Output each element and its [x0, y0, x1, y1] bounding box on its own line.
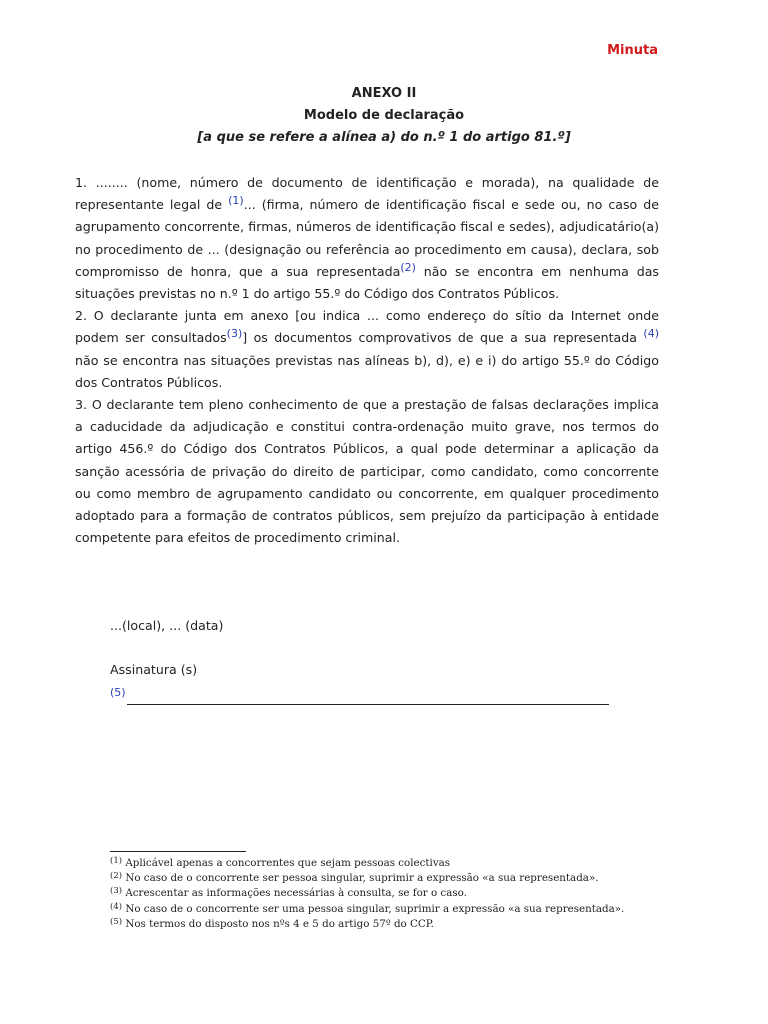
clause-1 [75, 172, 659, 305]
clause-1-text-c: não se encontra em nenhuma das situações previstas no n.º 1 do artigo 55.º do Código dos Contratos Públicos. [75, 263, 659, 302]
clause-3: 3. O declarante tem pleno conhecimento de que a prestação de falsas declarações implica a caducidade da adjudicação e constitui contra-ordenação muito grave, nos termos do artigo 456.º do Código dos Contratos Públicos, a qual pode determinar a aplicação da sanção acessória de privação do direito de participar, como candidato, como concorrente ou como membro de agrupamento candidato ou concorrente, em qualquer procedimento adoptado para a formação de contratos públicos, sem prejuízo da participação à entidade competente para efeitos de procedimento criminal. [75, 397, 659, 546]
footnote-3 [110, 886, 670, 901]
footnote-text: No caso de o concorrente ser uma pessoa singular, suprimir a expressão «a sua representada». [122, 902, 625, 915]
footnote-1 [110, 856, 670, 871]
annex-heading: ANEXO II [351, 86, 417, 101]
footnotes [110, 856, 670, 932]
footnote-text: No caso de o concorrente ser pessoa singular, suprimir a expressão «a sua representada». [122, 872, 599, 885]
footnote-number: (2) [110, 871, 123, 882]
legal-reference: [a que se refere a alínea a) do n.º 1 do artigo 81.º] [197, 130, 571, 145]
signature-line [127, 704, 609, 705]
signature-label: Assinatura (s) [110, 662, 198, 677]
draft-label: Minuta [607, 43, 658, 58]
clause-1-text-a: 1. ........ (nome, número de documento de identificação e morada), na qualidade de representante legal de [75, 175, 659, 213]
document-title: Modelo de declaração [303, 108, 465, 123]
footnote-2 [110, 871, 670, 886]
footnote-text: Nos termos do disposto nos nºs 4 e 5 do artigo 57º do CCP. [122, 917, 434, 930]
footnote-number: (5) [110, 916, 123, 927]
clause-1-text-b: ... (firma, número de identificação fiscal e sede ou, no caso de agrupamento concorrente, firmas, números de identificação fiscal e sedes), adjudicatário(a) no procedimento de ... (designação ou referência ao procedimento em causa), declara, sob compromisso de honra, que a sua representada [75, 197, 659, 279]
place-date-line: ...(local), ... (data) [110, 618, 224, 633]
footnote-text: Acrescentar as informações necessárias à consulta, se for o caso. [122, 887, 467, 900]
note-ref-1: (1) [228, 194, 244, 208]
note-ref-5: (5) [110, 686, 126, 699]
declaration-body [75, 172, 659, 549]
footnote-number: (4) [110, 901, 123, 912]
clause-2 [75, 305, 659, 394]
footnote-text: Aplicável apenas a concorrentes que sejam pessoas colectivas [122, 857, 451, 869]
clause-2-text-a: 2. O declarante junta em anexo [ou indica ... como endereço do sítio da Internet onde podem ser consultados [75, 308, 659, 346]
footnote-number: (3) [110, 886, 123, 897]
clause-2-text-c: não se encontra nas situações previstas nas alíneas b), d), e) e i) do artigo 55.º do Código dos Contratos Públicos. [75, 352, 659, 390]
note-ref-3: (3) [226, 327, 243, 341]
clause-2-text-b: ] os documentos comprovativos de que a sua representada [242, 330, 644, 346]
note-ref-2: (2) [400, 260, 416, 274]
footnote-number: (1) [110, 856, 123, 866]
note-ref-4: (4) [643, 327, 660, 341]
footnote-4 [110, 902, 670, 917]
footnote-5 [110, 917, 670, 932]
footnote-divider [110, 851, 246, 852]
